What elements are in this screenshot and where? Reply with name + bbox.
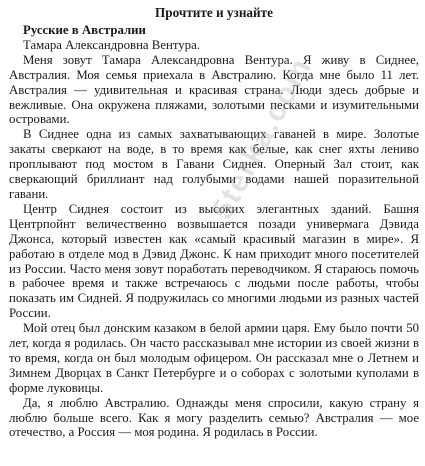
paragraph-intro: Меня зовут Тамара Александровна Вентура. Я живу в Сиднее, Австралия. Моя семья приехала в Австралию. Когда мне было 11 лет. Австралия — удивительная и красивая страна. Люди здесь добрые и вежливые. Она окружена пляжами, золотыми песками и изумительными островами. bbox=[9, 52, 419, 127]
page-heading: Прочтите и узнайте bbox=[155, 5, 273, 20]
paragraph-harbour: В Сиднее одна из самых захватывающих гаваней в мире. Золотые закаты сверкают на воде, в то время как белые, как снег яхты лениво проплывают под мостом в Гавани Сиднея. Оперный Зал стоит, как сверкающий бриллиант над голубыми водами нашей поразительной гавани. bbox=[9, 127, 419, 201]
paragraph-conclusion: Да, я люблю Австралию. Однажды меня спросили, какую страну я люблю больше всего. Как я могу разделить семью? Австралия — мое отечество, а Россия — моя родина. Я родилась в России. bbox=[9, 395, 419, 440]
watermark: 5terka.com bbox=[205, 51, 319, 225]
article-author: Тамара Александровна Вентура. bbox=[23, 37, 200, 52]
paragraph-father: Мой отец был донским казаком в белой армии царя. Ему было почти 50 лет, когда я родилась. Он часто рассказывал мне истории из своей жизни в то время, когда он был молодым офицером. Он рассказал мне о Летнем и Зимнем Дворцах в Санкт Петербурге и о соборах с золотыми куполами в форме луковицы. bbox=[9, 321, 419, 395]
paragraph-city-center: Центр Сиднея состоит из высоких элегантных зданий. Башня Центрпойнт величественно возвышается позади универмага Дэвида Джонса, который известен как «самый красивый магазин в мире». Я работаю в отделе мод в Дэвид Джонс. К нам приходит много посетителей из России. Часто меня зовут поработать переводчиком. Я стараюсь помочь в рабочее время и также встречаюсь с людьми после работы, чтобы показать им Сидней. Я подружилась со многими людьми из разных частей России. bbox=[9, 201, 419, 321]
article-title: Русские в Австралии bbox=[23, 23, 146, 37]
